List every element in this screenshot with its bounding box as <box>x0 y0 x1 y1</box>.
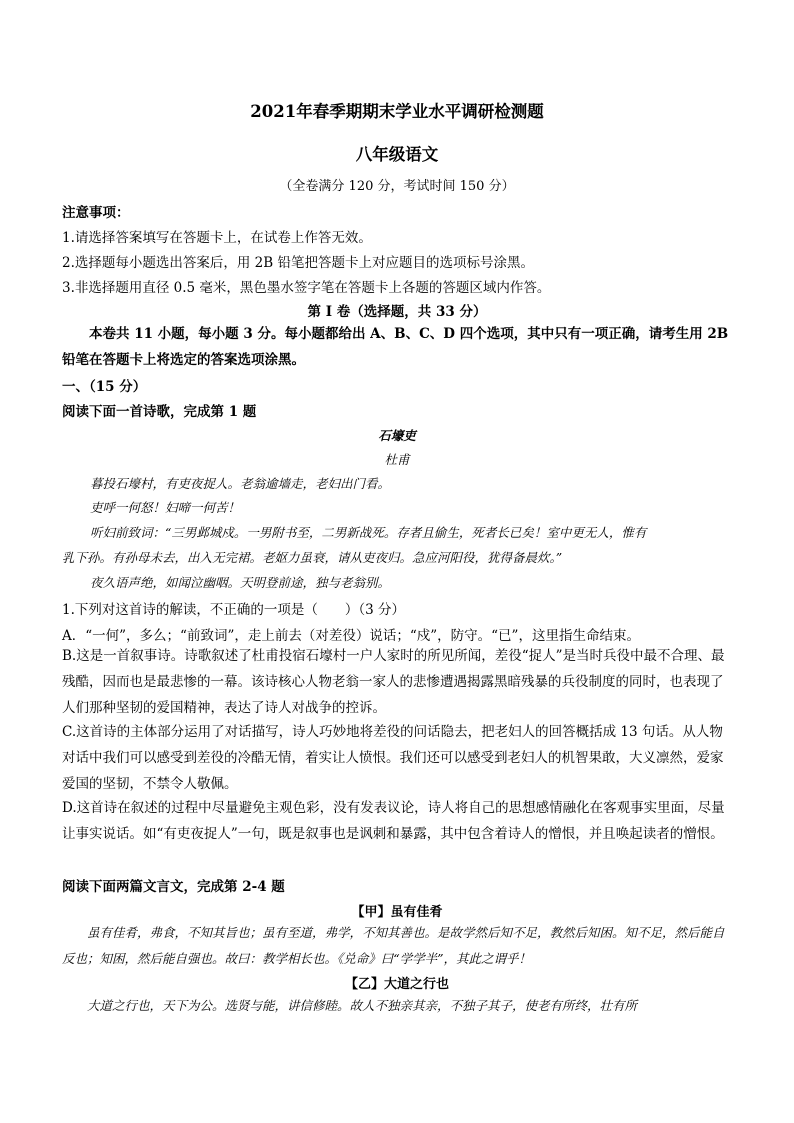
score-note: （全卷满分 120 分，考试时间 150 分） <box>279 179 515 194</box>
yi-text: 大道之行也，天下为公。选贤与能，讲信修睦。故人不独亲其亲，不独子其子，使老有所终，壮有所 <box>87 998 638 1013</box>
jia-text: 虽有佳肴，弗食，不知其旨也；虽有至道，弗学，不知其善也。是故学然后知不足，教然后知困。知不足，然后能自反也；知困，然后能自强也。故曰：教学相长也。《兑命》曰“学学半”，其此之谓乎！ <box>62 925 725 966</box>
note-item: 1.请选择答案填写在答题卡上，在试卷上作答无效。 <box>62 230 372 246</box>
poem-title: 石壕吏 <box>378 428 416 443</box>
jia-title: 【甲】虽有佳肴 <box>351 905 443 920</box>
note-item: 2.选择题每小题选出答案后，用 2B 铅笔把答题卡上对应题目的选项标号涂黑。 <box>62 255 534 271</box>
note-item: 3.非选择题用直径 0.5 毫米，黑色墨水签字笔在答题卡上各题的答题区域内作答。 <box>62 280 551 296</box>
notes-heading: 注意事项： <box>62 205 130 221</box>
option-a: A．“一何”，多么；“前致词”，走上前去（对差役）说话；“戍”，防守。“已”，这里指生命结束。 <box>62 628 640 644</box>
poem-line: 听妇前致词：“三男邺城戍。一男附书至，二男新战死。存者且偷生，死者长已矣！室中更无人，惟有 <box>90 525 647 540</box>
section-heading: 第 I 卷（选择题，共 33 分） <box>307 304 487 320</box>
option-b: B.这是一首叙事诗。诗歌叙述了杜甫投宿石壕村一户人家时的所见所闻，差役“捉人”是当时兵役中最不合理、最残酷，因而也是最悲惨的一幕。该诗核心人物老翁一家人的悲惨遭遇揭露黑暗残暴的兵役制度的同时，也表现了人们那种坚韧的爱国精神，表达了诗人对战争的控诉。 <box>62 648 725 716</box>
classical-instruction: 阅读下面两篇文言文，完成第 2-4 题 <box>62 879 285 895</box>
option-d: D.这首诗在叙述的过程中尽量避免主观色彩，没有发表议论，诗人将自己的思想感情融化在客观事实里面，尽量让事实说话。如“有吏夜捉人”一句，既是叙事也是讽刺和暴露，其中包含着诗人的憎恨，并且唤起读者的憎恨。 <box>62 800 725 842</box>
section-intro: 本卷共 11 小题，每小题 3 分。每小题都给出 A、B、C、D 四个选项，其中只有一项正确，请考生用 2B 铅笔在答题卡上将选定的答案选项涂黑。 <box>62 326 729 368</box>
part-heading: 一、（15 分） <box>62 379 147 395</box>
option-c: C.这首诗的主体部分运用了对话描写，诗人巧妙地将差役的问话隐去，把老妇人的回答概括成 13 句话。从人物对话中我们可以感受到差役的冷酷无情，着实让人愤恨。我们还可以感受到老妇人的机智果敢，大义凛然，爱家爱国的坚韧，不禁令人敬佩。 <box>62 724 724 792</box>
poem-line: 夜久语声绝，如闻泣幽咽。天明登前途，独与老翁别。 <box>90 575 391 590</box>
poem-instruction: 阅读下面一首诗歌，完成第 1 题 <box>62 404 257 420</box>
yi-title: 【乙】大道之行也 <box>344 977 449 992</box>
poem-author: 杜甫 <box>384 452 410 467</box>
poem-line: 吏呼一何怒！妇啼一何苦！ <box>90 500 241 515</box>
exam-subject: 八年级语文 <box>355 145 439 164</box>
exam-title: 2021年春季期期末学业水平调研检测题 <box>250 102 544 121</box>
poem-line: 乳下孙。有孙母未去，出入无完裙。老妪力虽衰，请从吏夜归。急应河阳役，犹得备晨炊。” <box>62 550 563 565</box>
poem-line: 暮投石壕村，有吏夜捉人。老翁逾墙走，老妇出门看。 <box>90 476 391 491</box>
question-stem: 1.下列对这首诗的解读，不正确的一项是（ ）（3 分） <box>62 602 406 618</box>
